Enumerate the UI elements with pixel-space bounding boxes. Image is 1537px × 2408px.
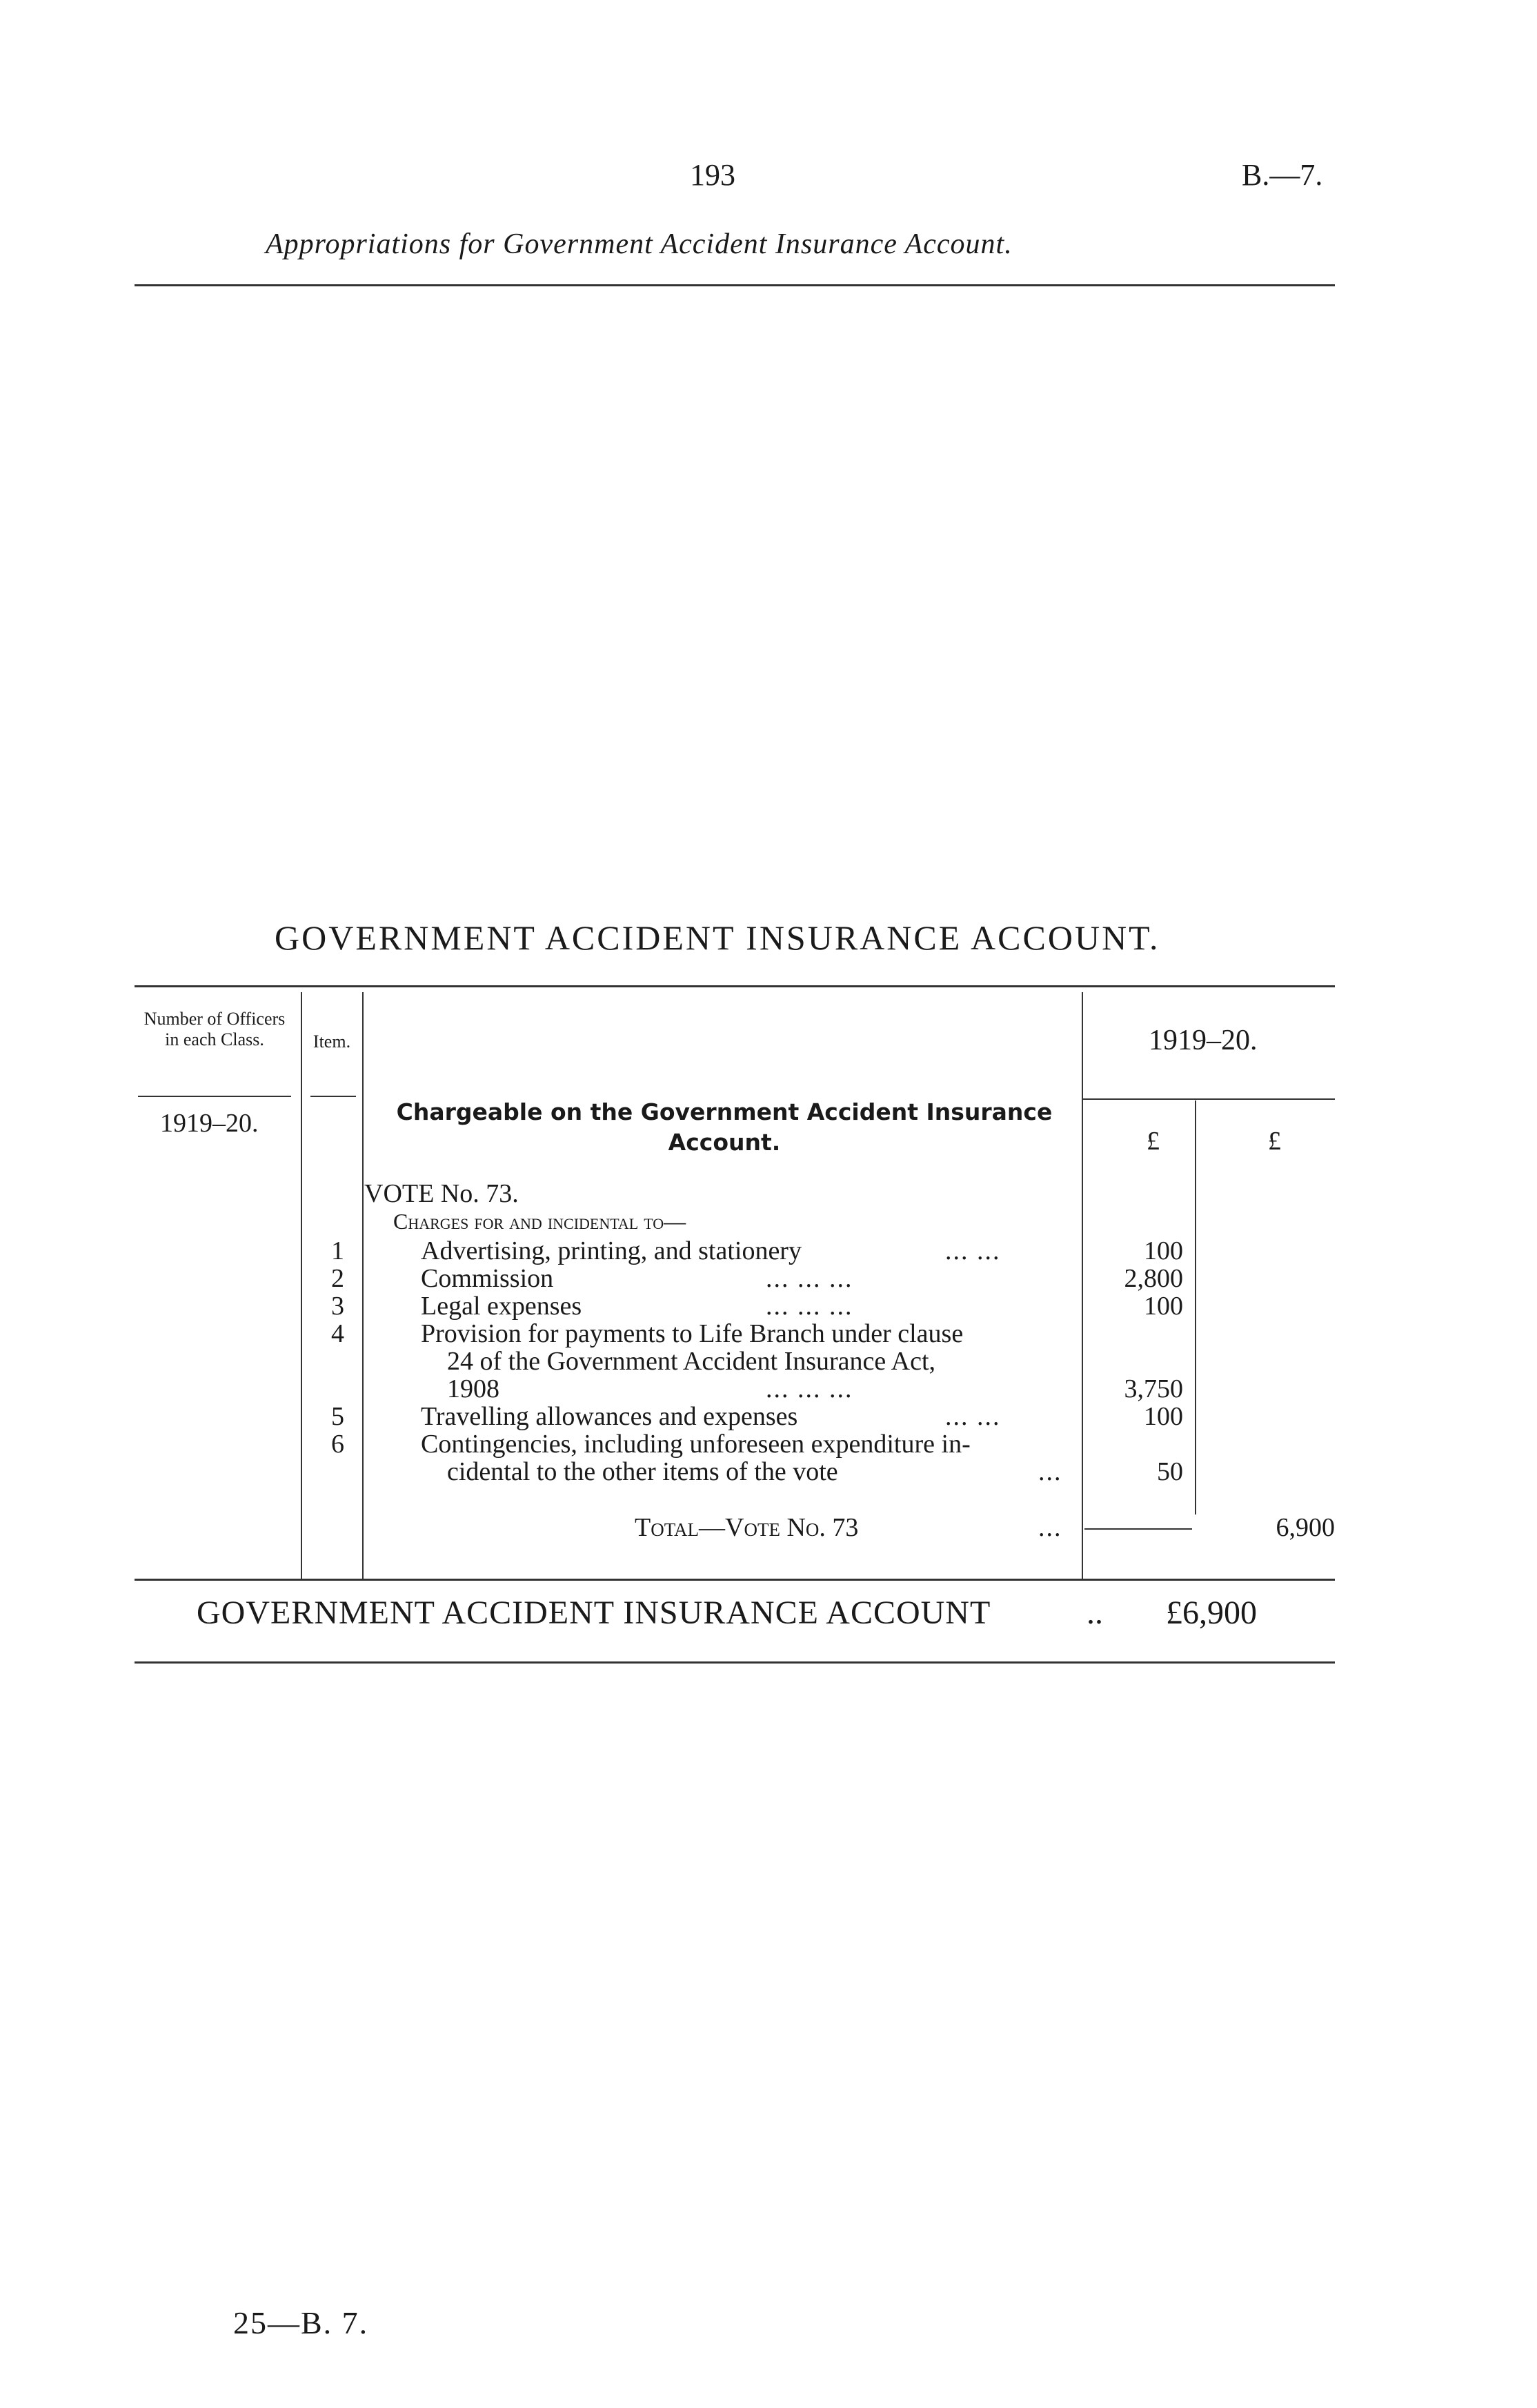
total-value: 6,900 (1276, 1513, 1335, 1542)
item-amount: 2,800 (1124, 1264, 1183, 1293)
item-amount: 100 (1144, 1236, 1183, 1265)
table-top-rule (135, 985, 1335, 987)
currency-symbol-amount: £ (1147, 1127, 1160, 1156)
vote-label: VOTE No. 73. (364, 1179, 519, 1208)
item-description: Commission (421, 1264, 554, 1293)
currency-symbol-total: £ (1268, 1127, 1281, 1156)
item-amount: 100 (1144, 1292, 1183, 1321)
item-description: Contingencies, including unforeseen expenditure in- (421, 1430, 971, 1459)
leader-dots: ... ... (945, 1402, 1001, 1431)
divider-description-amount (1082, 992, 1083, 1579)
item-amount: 50 (1157, 1457, 1183, 1486)
item-number: 2 (331, 1264, 344, 1293)
year-column-header: 1919–20. (1149, 1025, 1258, 1056)
footer-reference: 25—B. 7. (233, 2305, 369, 2340)
item-description: Advertising, printing, and stationery (421, 1236, 802, 1265)
year-header-rule (1082, 1098, 1335, 1100)
officers-header-rule (138, 1096, 291, 1097)
item-description-continued: 1908 (447, 1374, 499, 1403)
page-number: 193 (690, 158, 735, 192)
item-number: 6 (331, 1430, 344, 1459)
summary-rule (135, 1661, 1335, 1664)
leader-dots: ... (1038, 1457, 1062, 1486)
leader-dots: ... ... ... (766, 1374, 853, 1403)
item-amount: 3,750 (1124, 1374, 1183, 1403)
item-header-rule (310, 1096, 356, 1097)
leader-dots: ... (1038, 1513, 1062, 1542)
leader-dots: ... ... ... (766, 1264, 853, 1293)
item-number: 1 (331, 1236, 344, 1265)
divider-officers-item (301, 992, 302, 1579)
item-amount: 100 (1144, 1402, 1183, 1431)
item-description-continued: cidental to the other items of the vote (447, 1457, 838, 1486)
divider-amount-total (1195, 1101, 1196, 1514)
account-summary-value: £6,900 (1166, 1595, 1257, 1631)
item-description: Legal expenses (421, 1292, 582, 1321)
officers-column-header: Number of Officers in each Class. (143, 1009, 286, 1049)
section-title: GOVERNMENT ACCIDENT INSURANCE ACCOUNT. (275, 918, 1160, 957)
total-subtotal-rule (1084, 1528, 1192, 1530)
page-heading: Appropriations for Government Accident Insurance Account. (266, 228, 1013, 260)
officers-year: 1919–20. (160, 1109, 259, 1138)
header-rule (135, 284, 1335, 286)
account-summary-label: GOVERNMENT ACCIDENT INSURANCE ACCOUNT (197, 1595, 991, 1631)
total-label: Total—Vote No. 73 (635, 1513, 859, 1542)
summary-leader-dots: .. (1087, 1595, 1103, 1631)
item-description: Provision for payments to Life Branch under clause (421, 1319, 964, 1348)
charges-label: Charges for and incidental to— (393, 1209, 686, 1234)
chargeable-heading: Chargeable on the Government Accident Insurance Account. (396, 1098, 1053, 1156)
item-number: 4 (331, 1319, 344, 1348)
leader-dots: ... ... (945, 1236, 1001, 1265)
item-description-continued: 24 of the Government Accident Insurance Act, (447, 1347, 936, 1376)
item-number: 3 (331, 1292, 344, 1321)
item-column-header: Item. (313, 1032, 351, 1052)
item-description: Travelling allowances and expenses (421, 1402, 798, 1431)
leader-dots: ... ... ... (766, 1292, 853, 1321)
divider-item-description (362, 992, 364, 1579)
table-bottom-rule (135, 1579, 1335, 1581)
page-reference: B.—7. (1242, 158, 1323, 192)
item-number: 5 (331, 1402, 344, 1431)
